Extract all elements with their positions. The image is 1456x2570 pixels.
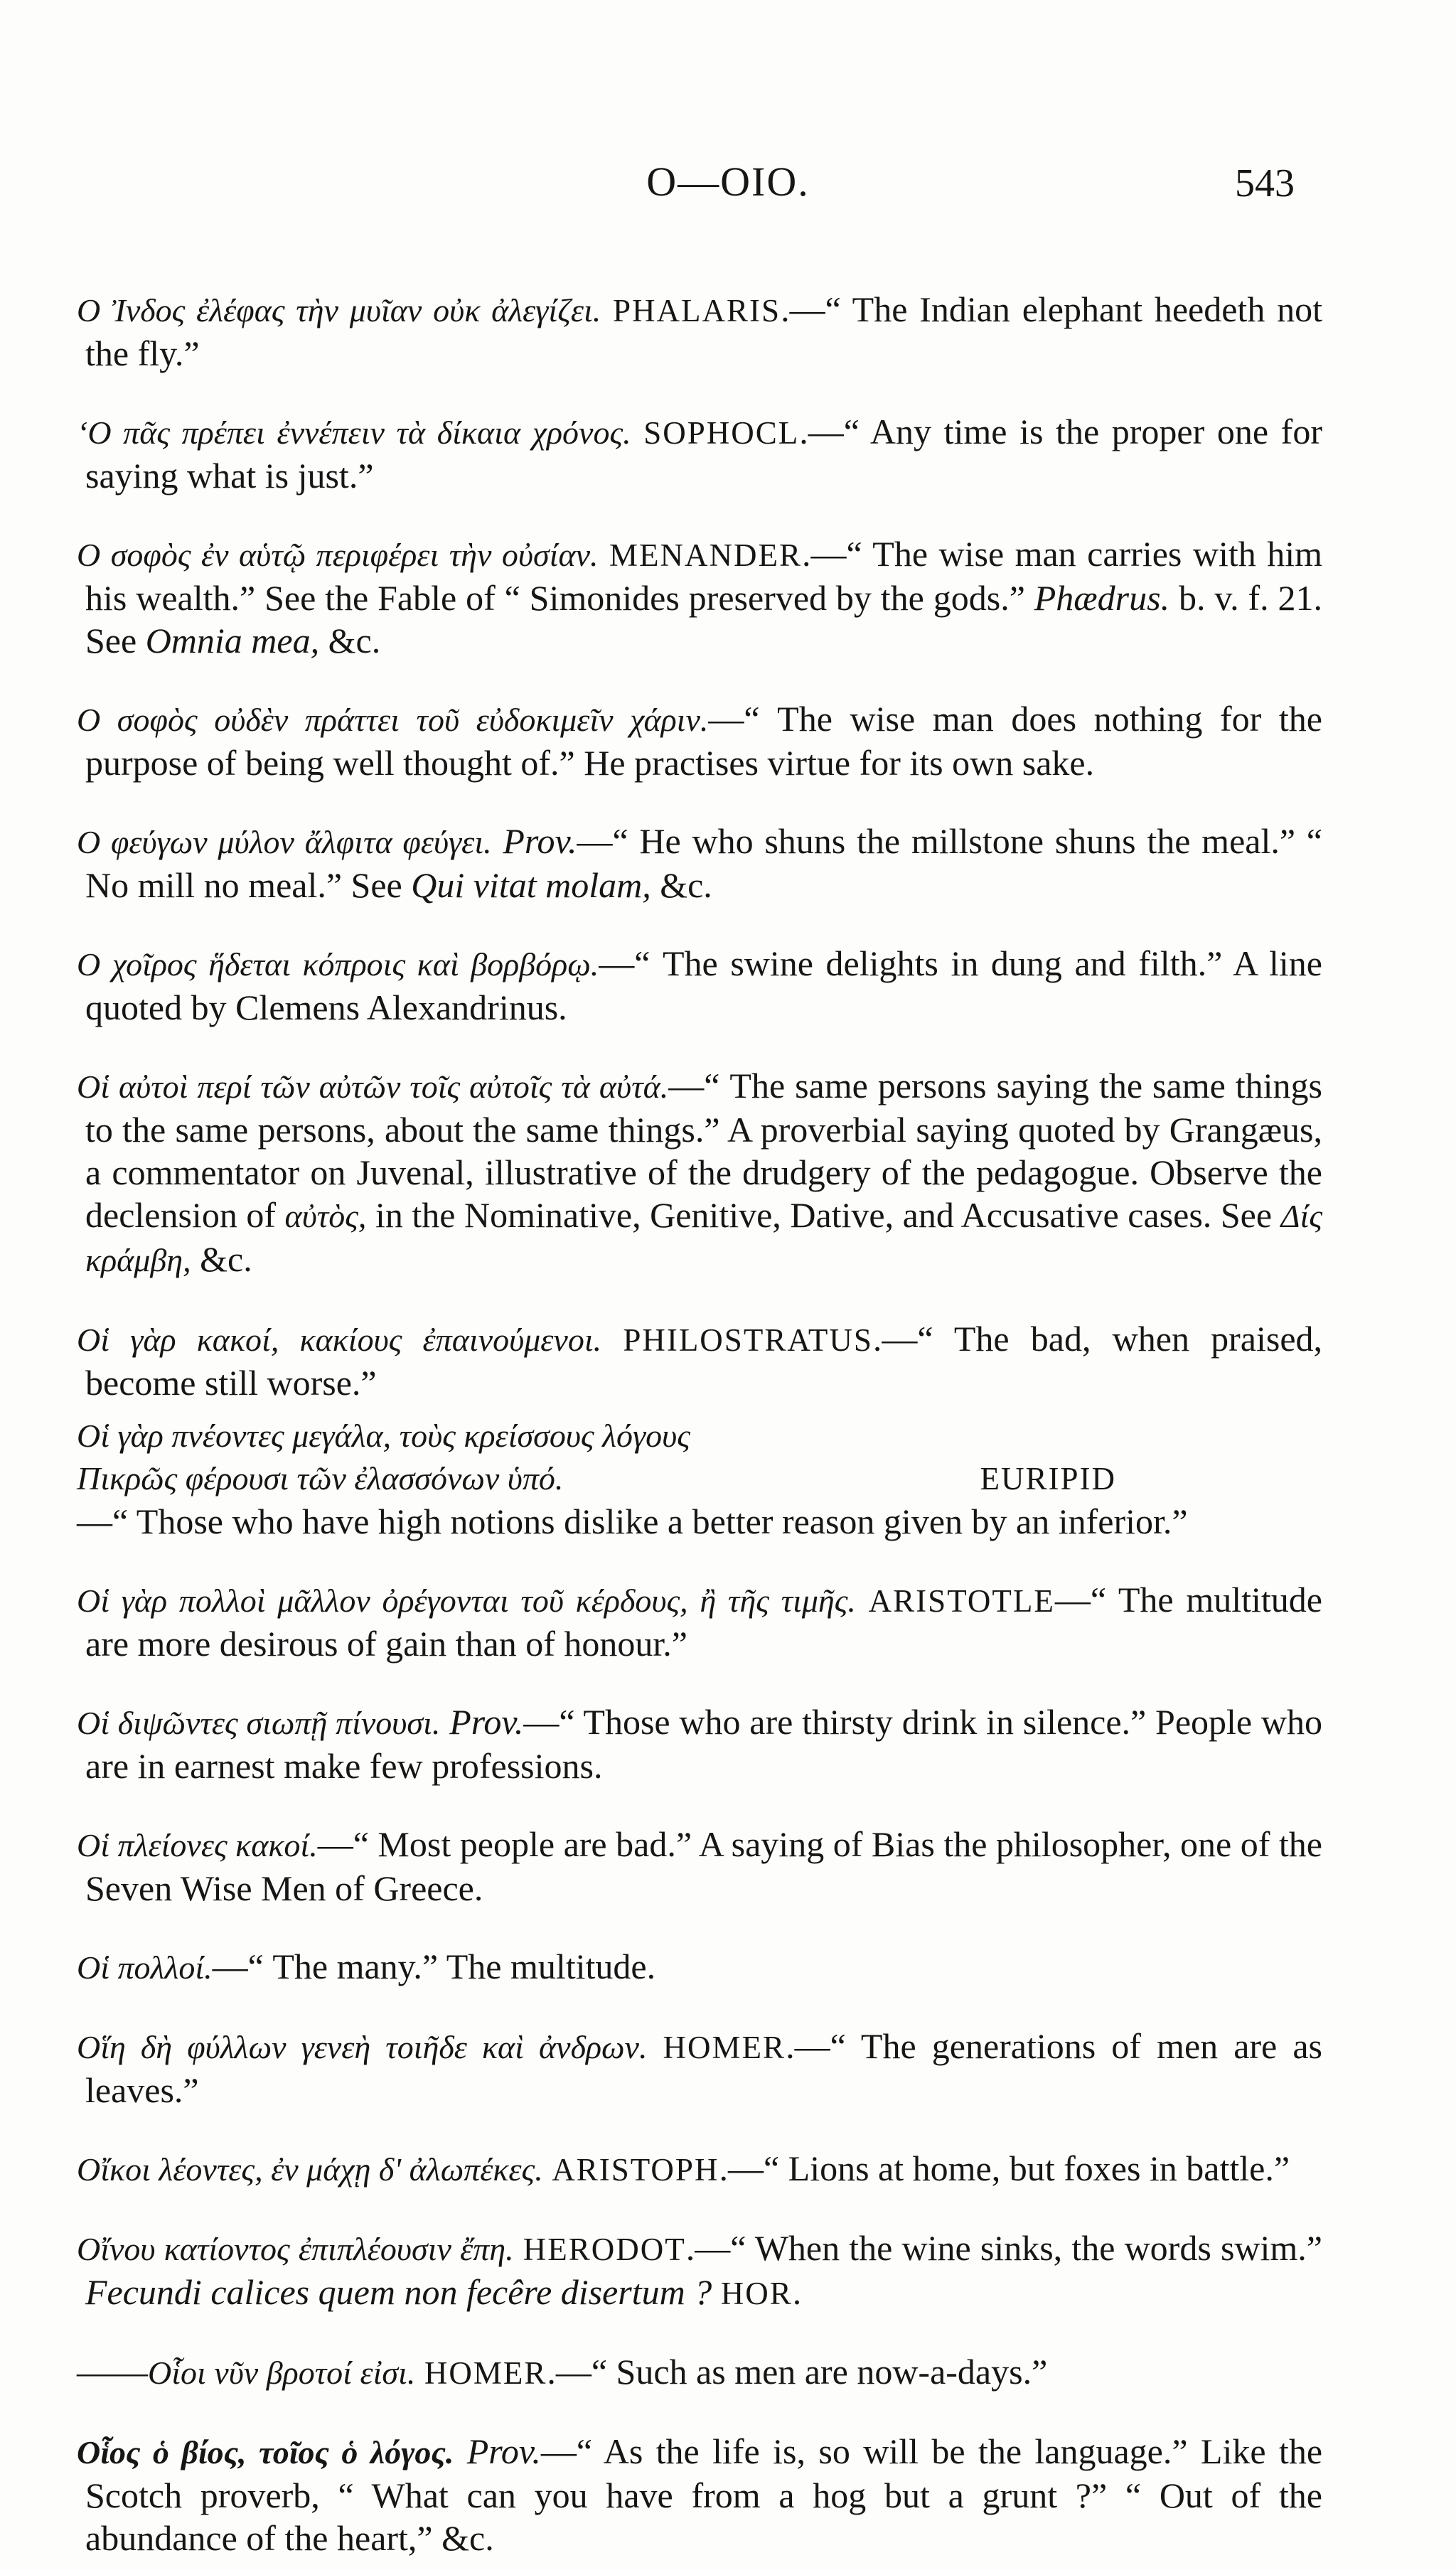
author-name: EURIPID [980, 1461, 1116, 1497]
source-label: Prov. [466, 2431, 541, 2471]
greek-phrase: Οἴνου κατίοντος ἐπιπλέουσιν ἔπη. [77, 2231, 514, 2267]
entry-13 [77, 1945, 1322, 1989]
translation: —“ Most people are bad.” A saying of Bias the philosopher, one of the Seven Wise Men of Greece. [85, 1824, 1322, 1908]
entry-11 [77, 1701, 1322, 1787]
author-name: HOMER [663, 2030, 786, 2065]
punctuation: . [792, 2272, 802, 2312]
greek-verse-line-1: Οἱ γὰρ πνέοντες μεγάλα, τοὺς κρείσσους λόγους [77, 1418, 690, 1454]
author-name: MENANDER [609, 537, 803, 573]
source-label: Prov. [449, 1702, 524, 1742]
translation: —“ Those who are thirsty drink in silence.” People who are in earnest make few professions. [85, 1702, 1323, 1786]
translation: .—“ The bad, when praised, become still worse.” [85, 1319, 1323, 1403]
entry-9 [77, 1415, 1322, 1543]
greek-phrase: Οἱ γὰρ κακοί, κακίους ἐπαινούμενοι. [77, 1322, 602, 1358]
translation: .—“ Such as men are now-a-days.” [547, 2352, 1048, 2392]
author-name: PHALARIS [613, 293, 781, 328]
entry-4 [77, 697, 1322, 784]
translation: —“ The many.” The multitude. [212, 1947, 656, 1986]
entry-14 [77, 2025, 1322, 2111]
entry-list [77, 252, 1322, 2570]
translation: —“ As the life is, so will be the language.” Like the Scotch proverb, “ What can you have from a hog but a grunt ?” “ Out of the abundance of the heart,” &c. [85, 2431, 1323, 2558]
translation: —“ The multitude are more desirous of gain than of honour.” [85, 1580, 1322, 1664]
greek-phrase: Οἱ πολλοί. [77, 1949, 213, 1986]
greek-cross-reference: Δίς κράμβη, [85, 1198, 1322, 1278]
ditto-dash: —— [77, 2352, 148, 2392]
entry-1 [77, 288, 1322, 375]
cross-reference: Omnia mea, [145, 621, 320, 660]
greek-phrase: Οἵη δὴ φύλλων γενεὴ τοιῆδε καὶ ἀνδρων. [77, 2029, 648, 2065]
commentary: &c. [191, 1239, 252, 1279]
commentary: in the Nominative, Genitive, Dative, and Accusative cases. See [366, 1195, 1281, 1235]
page-number: 543 [1235, 161, 1295, 205]
cross-reference: Qui vitat molam, [411, 865, 651, 905]
translation: .—“ Lions at home, but foxes in battle.” [719, 2148, 1290, 2188]
greek-phrase: Οἷοι νῦν βροτοί εἰσι. [148, 2355, 416, 2391]
greek-phrase: O χοῖρος ἥδεται κόπροις καὶ βορβόρῳ. [77, 946, 599, 983]
entry-3 [77, 532, 1322, 662]
translation: —“ The swine delights in dung and filth.” A line quoted by Clemens Alexandrinus. [85, 943, 1322, 1027]
author-name: PHILOSTRATUS [623, 1322, 873, 1358]
entry-7 [77, 1064, 1322, 1282]
translation: —“ He who shuns the millstone shuns the meal.” “ No mill no meal.” See [85, 821, 1322, 905]
author-name: HERODOT [523, 2232, 686, 2267]
greek-phrase: O Ἰνδος ἐλέφας τὴν μυῖαν οὐκ ἀλεγίζει. [77, 292, 601, 328]
greek-verse-line-2: Πικρῶς φέρουσι τῶν ἐλασσόνων ὑπό. [77, 1460, 564, 1497]
entry-16 [77, 2227, 1322, 2315]
translation: .—“ The generations of men are as leaves.” [85, 2026, 1322, 2110]
greek-phrase: ʻO πᾶς πρέπει ἐννέπειν τὰ δίκαια χρόνος. [77, 414, 631, 451]
entry-6 [77, 942, 1322, 1029]
greek-phrase: O σοφὸς οὐδὲν πράττει τοῦ εὐδοκιμεῖν χάριν. [77, 702, 709, 738]
entry-18 [77, 2430, 1322, 2559]
entry-8 [77, 1317, 1322, 1404]
running-title: O—OIO. [646, 159, 810, 205]
latin-quotation: Fecundi calices quem non fecêre disertum ? [85, 2272, 712, 2312]
entry-2 [77, 410, 1322, 497]
greek-phrase: Οἱ διψῶντες σιωπῇ πίνουσι. [77, 1705, 441, 1741]
author-name: HOR [720, 2276, 793, 2311]
translation: —“ The wise man does nothing for the purpose of being well thought of.” He practises virtue for its own sake. [85, 699, 1322, 783]
greek-phrase: Οἴκοι λέοντες, ἐν μάχῃ δ' ἀλωπέκες. [77, 2151, 543, 2188]
entry-5 [77, 820, 1322, 906]
greek-phrase: O σοφὸς ἐν αὑτῷ περιφέρει τὴν οὐσίαν. [77, 537, 599, 573]
commentary: &c. [319, 621, 381, 660]
greek-phrase: O φεύγων μύλον ἄλφιτα φεύγει. [77, 824, 492, 860]
greek-phrase: Οἷος ὁ βίος, τοῖος ὁ λόγος. [77, 2434, 454, 2470]
source-label: Prov. [503, 821, 577, 861]
author-name: ARISTOPH [552, 2152, 719, 2188]
author-name: ARISTOTLE [868, 1583, 1055, 1619]
verse-line-2 [77, 1457, 1116, 1500]
translation: .—“ When the wine sinks, the words swim.” [685, 2228, 1322, 2268]
greek-phrase: Οἱ γὰρ πολλοὶ μᾶλλον ὀρέγονται τοῦ κέρδους, ἢ τῆς τιμῆς. [77, 1583, 856, 1619]
greek-phrase: Οἱ αὐτοὶ περί τῶν αὐτῶν τοῖς αὐτοῖς τὰ αὐτά. [77, 1069, 669, 1105]
greek-word: αὐτὸς, [284, 1198, 367, 1234]
author-name: SOPHOCL [643, 415, 800, 451]
reference: Phædrus. [1034, 578, 1170, 618]
entry-17 [77, 2350, 1322, 2394]
commentary: b. v. f. 21. See [85, 578, 1322, 660]
entry-10 [77, 1578, 1322, 1665]
translation: —“ The same persons saying the same things to the same persons, about the same things.” A proverbial saying quoted by Grangæus, a commentator on Juvenal, illustrative of the drudgery of the pedagogue. Observe the declension of [85, 1066, 1322, 1235]
entry-15 [77, 2147, 1322, 2191]
translation: .—“ The Indian elephant heedeth not the fly.” [85, 289, 1323, 373]
author-name: HOMER [424, 2355, 547, 2391]
commentary: &c. [651, 865, 712, 905]
translation: .—“ Any time is the proper one for saying what is just.” [85, 412, 1322, 496]
translation: .—“ The wise man carries with him his wealth.” See the Fable of “ Simonides preserved by the gods.” [85, 534, 1323, 618]
entry-12 [77, 1823, 1322, 1910]
translation: —“ Those who have high notions dislike a better reason given by an inferior.” [77, 1501, 1188, 1541]
greek-phrase: Οἱ πλείονες κακοί. [77, 1827, 318, 1863]
